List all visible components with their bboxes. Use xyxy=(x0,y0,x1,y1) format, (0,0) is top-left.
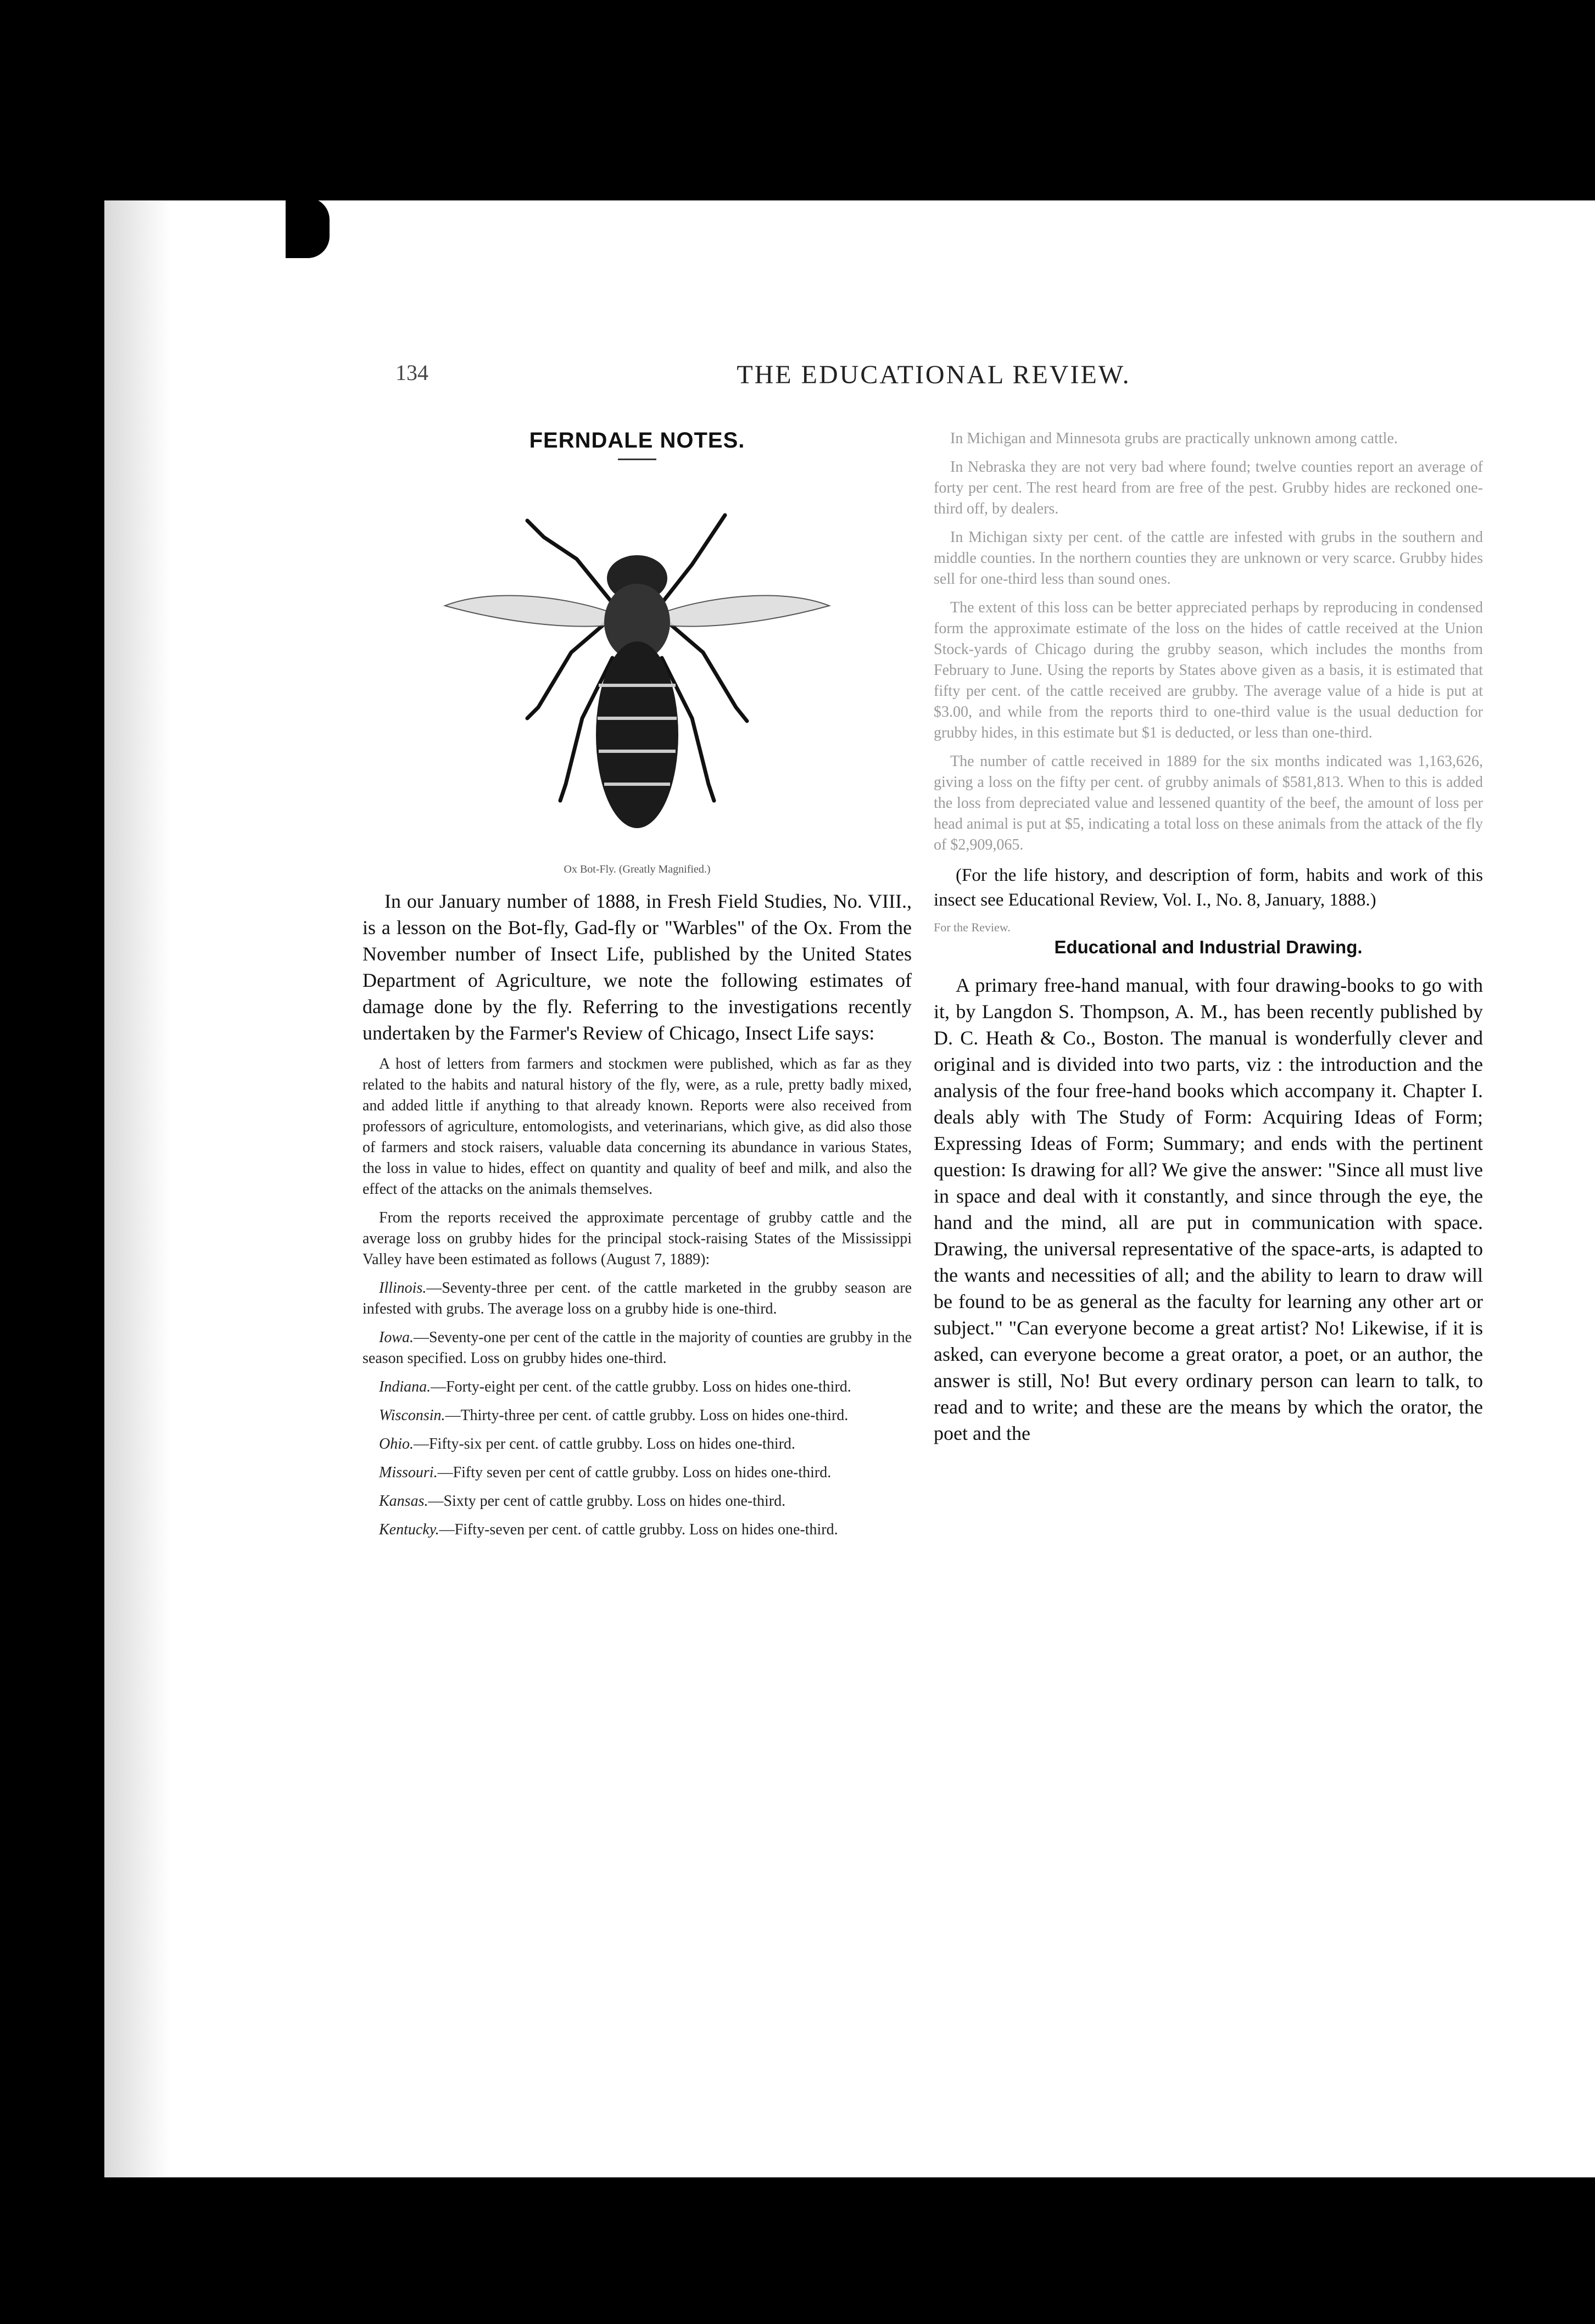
faded-paragraph: In Michigan sixty per cent. of the cattle are infested with grubs in the southern and middle counties. In the northern counties they are unknown or very scarce. Grubby hides sell for one-third less than sound ones. xyxy=(934,529,1483,588)
state-name: Ohio. xyxy=(379,1435,414,1452)
state-name: Kansas. xyxy=(379,1493,428,1510)
state-name: Wisconsin. xyxy=(379,1407,445,1424)
figure-caption: Ox Bot-Fly. (Greatly Magnified.) xyxy=(564,863,711,875)
editor-note: (For the life history, and description of form, habits and work of this insect see Educational Review, Vol. I., No. 8, January, 1888.) xyxy=(934,865,1483,910)
state-entry xyxy=(362,1377,912,1398)
state-text: —Fifty-six per cent. of cattle grubby. Loss on hides one-third. xyxy=(414,1435,795,1452)
quote-paragraph: A host of letters from farmers and stockmen were published, which as far as they related to the habits and natural history of the fly, were, as a rule, pretty badly mixed, and added little if anything to that already known. Reports were also received from professors of agriculture, entomologists, and veterinarians, which give, as did also those of farmers and stock raisers, valuable data concerning its abundance in various States, the loss in value to hides, effect on quantity and quality of beef and milk, and also the effect of the attacks on the animals themselves. xyxy=(362,1055,912,1198)
article-title: Educational and Industrial Drawing. xyxy=(1054,937,1363,957)
quote-paragraph: From the reports received the approximate percentage of grubby cattle and the average loss on grubby hides for the principal stock-raising States of the Mississippi Valley have been estimated as follows (August 7, 1889): xyxy=(362,1209,912,1268)
state-name: Indiana. xyxy=(379,1378,431,1395)
title-rule xyxy=(618,459,656,460)
state-entry xyxy=(362,1434,912,1455)
running-head: THE EDUCATIONAL REVIEW. xyxy=(737,360,1131,389)
state-text: —Seventy-one per cent of the cattle in the majority of counties are grubby in the season specified. Loss on grubby hides one-third. xyxy=(362,1329,912,1367)
fly-icon xyxy=(362,477,912,861)
right-column xyxy=(934,428,1483,1454)
page-header xyxy=(395,360,1472,393)
intro-paragraph: In our January number of 1888, in Fresh Field Studies, No. VIII., is a lesson on the Bot-fly, Gad-fly or "Warbles" of the Ox. From the November number of Insect Life, published by the United States Department of Agriculture, we note the following estimates of damage done by the fly. Referring to the investigations recently undertaken by the Farmer's Review of Chicago, Insect Life says: xyxy=(362,890,912,1044)
state-text: —Sixty per cent of cattle grubby. Loss on hides one-third. xyxy=(428,1493,786,1510)
state-entry xyxy=(362,1327,912,1369)
binding-clip xyxy=(286,198,330,258)
state-name: Missouri. xyxy=(379,1464,438,1481)
page-number: 134 xyxy=(395,360,428,385)
ox-bot-fly-illustration xyxy=(362,477,912,861)
state-entry xyxy=(362,1462,912,1483)
faded-paragraph: The number of cattle received in 1889 for the six months indicated was 1,163,626, giving a loss on the fifty per cent. of grubby animals of $581,813. When to this is added the loss from depreciated value and lessened quantity of the beef, the amount of loss per head animal is put at $5, indicating a total loss on these animals from the attack of the fly of $2,909,065. xyxy=(934,753,1483,853)
sub-heading-line: For the Review. xyxy=(934,920,1011,934)
state-text: —Fifty seven per cent of cattle grubby. Loss on hides one-third. xyxy=(437,1464,832,1481)
faded-paragraph: The extent of this loss can be better appreciated perhaps by reproducing in condensed form the approximate estimate of the loss on the hides of cattle received at the Union Stock-yards of Chicago during the grubby season, which includes the months from February to June. Using the reports by States above given as a basis, it is estimated that fifty per cent. of the cattle received are grubby. The average value of a hide is put at $3.00, and while from the reports third to one-third value is the usual deduction for grubby hides, in this estimate but $1 is deducted, or less than one-third. xyxy=(934,599,1483,741)
drawing-paragraph: A primary free-hand manual, with four drawing-books to go with it, by Langdon S. Thompson, A. M., has been recently published by D. C. Heath & Co., Boston. The manual is wonderfully clever and original and is divided into two parts, viz : the introduction and the analysis of the four free-hand books which accompany it. Chapter I. deals ably with The Study of Form: Acquiring Ideas of Form; Expressing Ideas of Form; Summary; and ends with the pertinent question: Is drawing for all? We give the answer: "Since all must live in space and deal with it constantly, and since through the eye, the hand and the mind, all are put in communication with space. Drawing, the universal representative of the space-arts, is adapted to the wants and necessities of all; and the ability to learn to draw will be found to be as general as the faculty for learning any other art or subject." "Can everyone become a great artist? No! Likewise, if it is asked, can everyone become a great orator, a poet, or an author, the answer is still, No! But every ordinary person can learn to talk, to read and to write; and these are the means by which the orator, the poet and the xyxy=(934,974,1483,1444)
page-binding-shadow xyxy=(104,200,170,2177)
section-title: FERNDALE NOTES. xyxy=(529,428,745,452)
state-entry xyxy=(362,1519,912,1540)
state-text: —Seventy-three per cent. of the cattle marketed in the grubby season are infested with grubs. The average loss on a grubby hide is one-third. xyxy=(362,1280,912,1317)
faded-paragraph: In Nebraska they are not very bad where found; twelve counties report an average of forty per cent. The rest heard from are free of the pest. Grubby hides are reckoned one-third off, by dealers. xyxy=(934,459,1483,517)
state-text: —Thirty-three per cent. of cattle grubby. Loss on hides one-third. xyxy=(445,1407,849,1424)
state-name: Kentucky. xyxy=(379,1521,439,1538)
state-text: —Forty-eight per cent. of the cattle grubby. Loss on hides one-third. xyxy=(431,1378,851,1395)
state-name: Iowa. xyxy=(379,1329,414,1346)
state-name: Illinois. xyxy=(379,1280,427,1297)
faded-paragraph: In Michigan and Minnesota grubs are practically unknown among cattle. xyxy=(950,430,1398,447)
state-entry xyxy=(362,1405,912,1426)
state-entry xyxy=(362,1491,912,1512)
left-column xyxy=(362,428,912,1548)
state-text: —Fifty-seven per cent. of cattle grubby. Loss on hides one-third. xyxy=(439,1521,838,1538)
state-entry xyxy=(362,1278,912,1320)
